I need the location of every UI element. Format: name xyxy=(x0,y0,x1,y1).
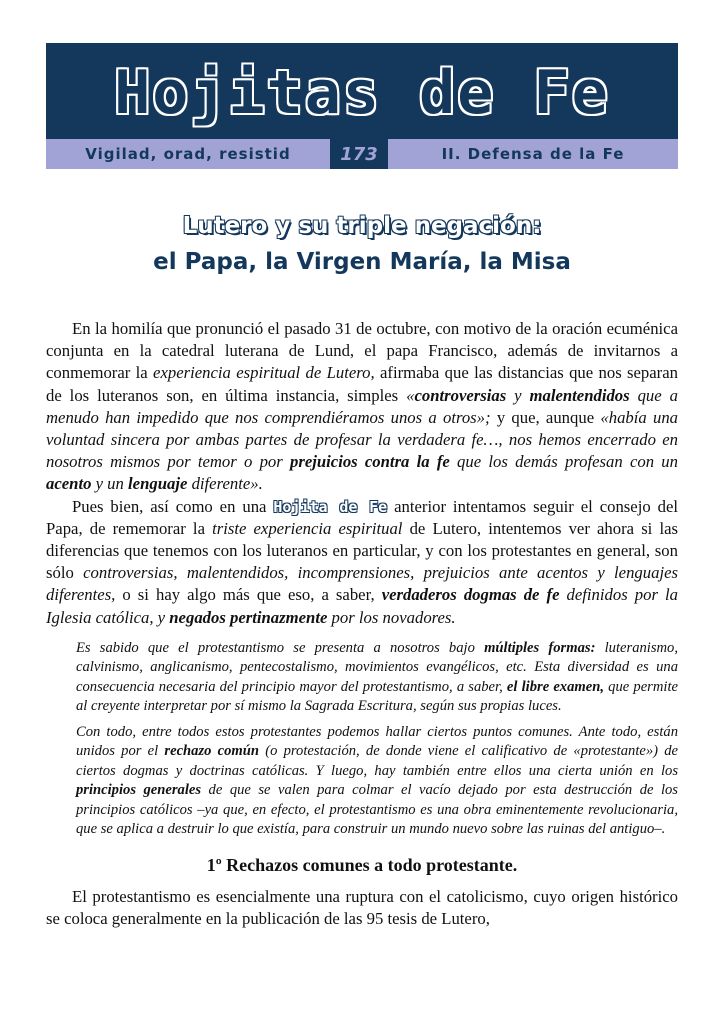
newsletter-title: Hojitas de Fe xyxy=(114,58,610,128)
text: Pues bien, así como en una xyxy=(72,496,274,516)
article-headline xyxy=(46,208,678,280)
text: « xyxy=(406,385,415,405)
text: acento xyxy=(46,474,92,494)
text: definidos por la Iglesia católica, y xyxy=(46,585,678,627)
paragraph-1 xyxy=(46,318,678,496)
text: experiencia espiritual de Lutero, xyxy=(153,363,375,383)
text: verdaderos dogmas de fe xyxy=(381,585,560,605)
text: rechazo común xyxy=(164,743,260,760)
text: principios generales xyxy=(76,782,202,799)
text: que permite al creyente interpretar por sí mismo la Sagrada Escritura, según sus propias luces. xyxy=(76,678,678,715)
article-body xyxy=(46,318,678,930)
motto: Vigilad, orad, resistid xyxy=(85,145,291,163)
paragraph-2 xyxy=(46,496,678,629)
text: Es sabido que el protestantismo se presenta a nosotros bajo xyxy=(76,639,485,656)
text: malentendidos xyxy=(529,385,630,405)
text: afirmaba que las distancias que nos separan de los luteranos son, en última instancia, simples xyxy=(46,363,678,405)
text: el libre examen, xyxy=(506,678,604,695)
text: controversias xyxy=(414,385,507,405)
text: triste experiencia espiritual xyxy=(212,518,403,538)
text: múltiples formas: xyxy=(484,639,596,656)
text: controversias, malentendidos, incomprensiones, prejuicios ante acentos y lenguajes diferentes, xyxy=(46,563,678,605)
text: Con todo, entre todos estos protestantes podemos hallar ciertos puntos comunes. Ante todo, están unidos por el xyxy=(76,723,678,760)
text: negados pertinazmente xyxy=(169,607,328,627)
section-label: II. Defensa de la Fe xyxy=(441,145,625,163)
paragraph-3: El protestantismo es esencialmente una ruptura con el catolicismo, cuyo origen histórico se coloca generalmente en la publicación de las 95 tesis de Lutero, xyxy=(46,887,678,929)
text: de que se valen para colmar el vacío dejado por esta destrucción de los principios católicos –ya que, en efecto, el protestantismo es una obra eminentemente revolucionaria, que se aplica a destruir lo que existía, para construir un mundo nuevo sobre las ruinas del antiguo–. xyxy=(76,782,678,838)
masthead-bar xyxy=(46,139,678,169)
issue-number: 173 xyxy=(330,139,388,169)
text: «había una voluntad sincera por ambas partes de profesar la verdadera fe…, nos hemos encerrado en nosotros mismos por temor o por xyxy=(46,407,679,472)
text: diferente». xyxy=(187,474,263,494)
section-heading: 1º Rechazos comunes a todo protestante. xyxy=(206,854,518,875)
brand-reference: Hojita de Fe xyxy=(273,497,388,516)
text: (o protestación, de donde viene el calificativo de «protestante») de ciertos dogmas y doctrinas católicas. Y luego, hay también entre ellos una cierta unión en los xyxy=(76,743,679,779)
text: que los demás profesan con un xyxy=(449,452,678,472)
inset-quote xyxy=(76,639,678,840)
text: anterior intentamos seguir el consejo del Papa, de rememorar la xyxy=(46,496,678,538)
text: y que, aunque xyxy=(490,407,601,427)
text: de Lutero, intentemos ver ahora si las diferencias que tenemos con los luteranos en particular, y con los protestantes en general, son sólo xyxy=(46,518,678,583)
text: y un xyxy=(91,474,129,494)
headline-line-1: Lutero y su triple negación: xyxy=(182,213,542,239)
text: y xyxy=(506,385,530,405)
quote-paragraph-1 xyxy=(76,639,678,717)
text: por los novadores. xyxy=(327,607,456,627)
text: que a menudo han impedido que nos comprendiéramos unos a otros»; xyxy=(46,385,678,427)
quote-paragraph-2 xyxy=(76,723,678,840)
text: prejuicios contra la fe xyxy=(289,452,450,472)
headline-line-2: el Papa, la Virgen María, la Misa xyxy=(153,249,571,275)
text: o si hay algo más que eso, a saber, xyxy=(115,585,382,605)
masthead xyxy=(46,43,678,169)
text: En la homilía que pronunció el pasado 31 de octubre, con motivo de la oración ecuménica conjunta en la catedral luterana de Lund, el papa Francisco, además de invitarnos a conmemorar la xyxy=(46,319,678,383)
text: luteranismo, calvinismo, anglicanismo, pentecostalismo, movimientos evangélicos, etc. Esta diversidad es una consecuencia necesaria del principio mayor del protestantismo, a saber, xyxy=(76,639,678,695)
text: lenguaje xyxy=(128,474,188,494)
